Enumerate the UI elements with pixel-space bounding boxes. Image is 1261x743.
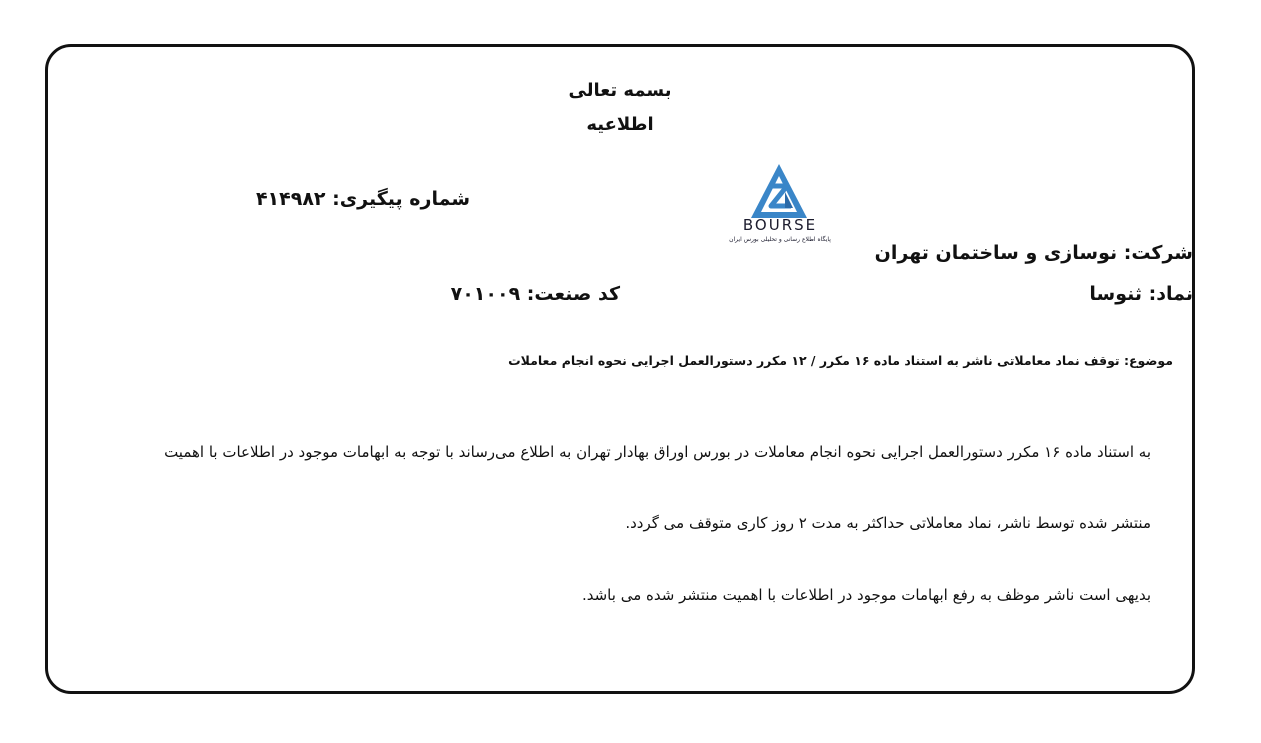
bismillah-heading: بسمه تعالی <box>568 80 672 101</box>
industry-code: کد صنعت: ۷۰۱۰۰۹ <box>450 283 620 305</box>
notice-heading: اطلاعیه <box>586 114 654 135</box>
logo-wordmark: BOURSE <box>742 216 818 234</box>
body-paragraph: بدیهی است ناشر موظف به رفع ابهامات موجود در اطلاعات با اهمیت منتشر شده می باشد. <box>581 586 1151 604</box>
subject-line: موضوع: توقف نماد معاملاتی ناشر به استناد ماده ۱۶ مکرر / ۱۲ مکرر دستورالعمل اجرایی نحوه انجام معاملات <box>508 353 1173 368</box>
ticker-symbol: نماد: ثنوسا <box>1089 283 1193 305</box>
company-name: شرکت: نوسازی و ساختمان تهران <box>874 242 1193 264</box>
body-paragraph: منتشر شده توسط ناشر، نماد معاملاتی حداکثر به مدت ۲ روز کاری متوقف می گردد. <box>625 514 1151 532</box>
body-paragraph: به استناد ماده ۱۶ مکرر دستورالعمل اجرایی نحوه انجام معاملات در بورس اوراق بهادار تهران به اطلاع می‌رساند با توجه به ابهامات موجود در اطلاعات با اهمیت <box>164 443 1151 461</box>
logo-tagline: پایگاه اطلاع رسانی و تحلیلی بورس ایران <box>729 236 831 243</box>
tracking-number: شماره پیگیری: ۴۱۴۹۸۲ <box>255 188 470 210</box>
bourse-logo <box>725 160 835 252</box>
bourse-logo-icon <box>749 162 809 220</box>
